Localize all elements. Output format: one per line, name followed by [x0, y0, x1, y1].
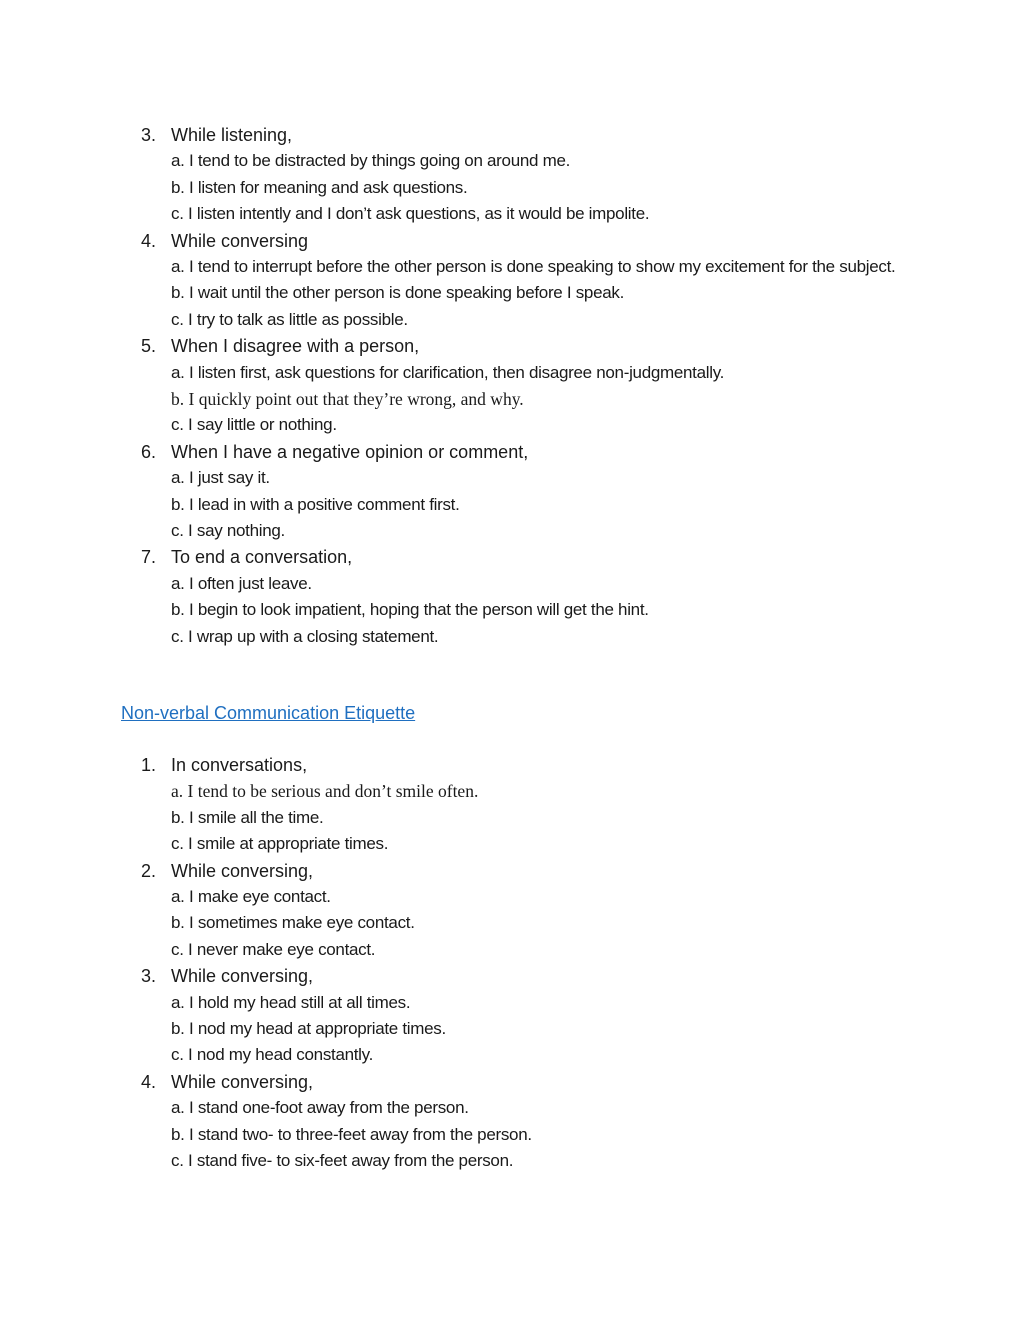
question-4: [0, 1069, 1024, 1095]
question-text: In conversations,: [171, 755, 308, 775]
option-c: c. I stand five- to six-feet away from the person.: [171, 1151, 514, 1171]
question-text: While conversing: [171, 230, 309, 251]
question-text: While conversing,: [171, 966, 314, 987]
option-a: a. I hold my head still at all times.: [171, 992, 411, 1012]
question-text: While listening,: [171, 125, 293, 145]
option-c: c. I never make eye contact.: [171, 939, 376, 959]
question-number: 7.: [141, 547, 157, 568]
section-heading-non-verbal[interactable]: Non-verbal Communication Etiquette: [121, 703, 416, 723]
question-number: 5.: [141, 336, 157, 357]
option-a: a. I stand one-foot away from the person.: [171, 1098, 469, 1118]
option-c: c. I try to talk as little as possible.: [171, 309, 408, 329]
verbal-questions: [0, 122, 1024, 650]
option-b: b. I quickly point out that they’re wrong, and why.: [171, 389, 524, 410]
option-c: c. I say nothing.: [171, 521, 285, 541]
question-3: [0, 122, 1024, 148]
question-5: [0, 333, 1024, 359]
option-a: a. I listen first, ask questions for clarification, then disagree non-judgmentally.: [171, 362, 725, 382]
question-2: [0, 858, 1024, 884]
question-7: [0, 544, 1024, 570]
option-b: b. I lead in with a positive comment first.: [171, 494, 460, 514]
option-a: a. I make eye contact.: [171, 887, 331, 906]
question-6: [0, 439, 1024, 465]
option-c: c. I nod my head constantly.: [171, 1045, 374, 1065]
question-number: 2.: [141, 860, 157, 881]
question-number: 6.: [141, 441, 157, 462]
option-b: b. I nod my head at appropriate times.: [171, 1019, 446, 1039]
non-verbal-questions: [0, 752, 1024, 1174]
option-b: b. I begin to look impatient, hoping that the person will get the hint.: [171, 600, 649, 620]
option-a: a. I tend to be serious and don’t smile often.: [171, 781, 479, 802]
option-b: b. I sometimes make eye contact.: [171, 913, 415, 933]
question-number: 4.: [141, 1071, 157, 1092]
option-b: b. I smile all the time.: [171, 807, 324, 827]
option-a: a. I tend to interrupt before the other person is done speaking to show my excitement for the subject.: [171, 257, 896, 276]
question-1: [0, 752, 1024, 778]
option-c: c. I say little or nothing.: [171, 415, 337, 435]
option-c: c. I smile at appropriate times.: [171, 834, 389, 854]
option-a: a. I often just leave.: [171, 573, 312, 593]
option-b: b. I wait until the other person is done speaking before I speak.: [171, 283, 625, 303]
question-number: 3.: [141, 966, 157, 987]
question-text: When I have a negative opinion or comment,: [171, 441, 529, 462]
option-a: a. I tend to be distracted by things going on around me.: [171, 151, 571, 171]
option-c: c. I listen intently and I don’t ask questions, as it would be impolite.: [171, 204, 650, 224]
question-text: While conversing,: [171, 1071, 314, 1092]
question-number: 3.: [141, 125, 157, 145]
option-b: b. I stand two- to three-feet away from the person.: [171, 1124, 532, 1144]
question-text: To end a conversation,: [171, 547, 353, 568]
question-text: When I disagree with a person,: [171, 336, 420, 357]
question-text: While conversing,: [171, 860, 314, 881]
option-c: c. I wrap up with a closing statement.: [171, 626, 439, 646]
question-number: 1.: [141, 755, 157, 775]
question-number: 4.: [141, 230, 157, 251]
option-a: a. I just say it.: [171, 468, 270, 488]
question-4: [0, 228, 1024, 254]
question-3: [0, 963, 1024, 989]
option-b: b. I listen for meaning and ask questions.: [171, 177, 468, 197]
